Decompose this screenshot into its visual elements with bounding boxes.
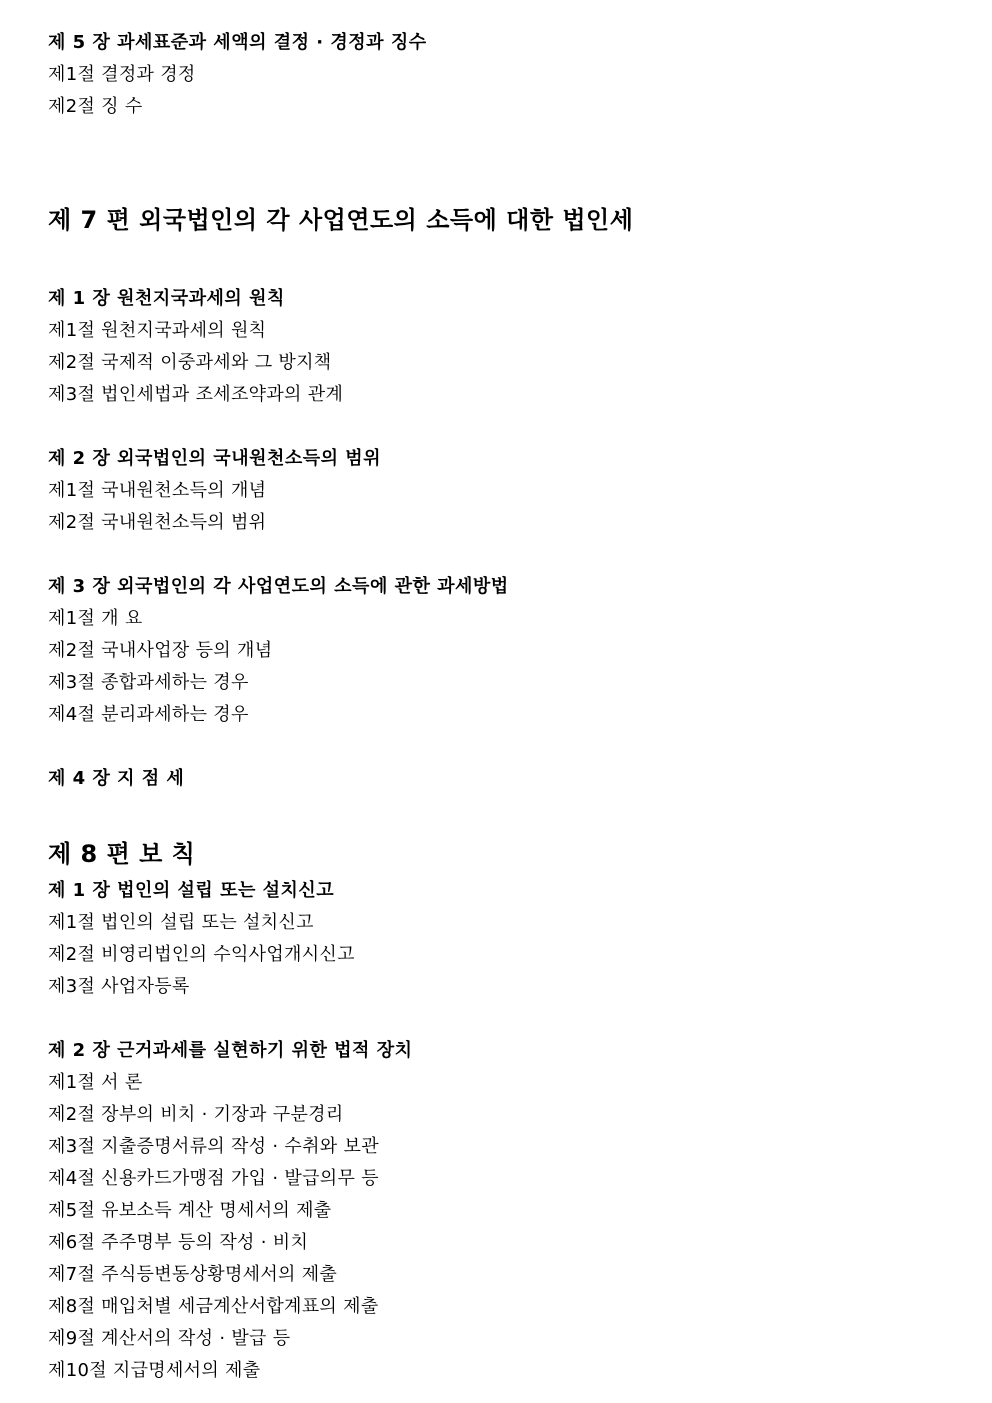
section-entry: 제3절 지출증명서류의 작성 · 수취와 보관	[48, 1136, 379, 1157]
chapter-heading: 제 2 장 외국법인의 국내원천소득의 범위	[48, 448, 382, 469]
part-heading: 제 8 편 보 칙	[48, 840, 196, 868]
section-entry: 제1절 개 요	[48, 608, 143, 629]
chapter-heading: 제 1 장 원천지국과세의 원칙	[48, 288, 285, 309]
section-entry: 제9절 계산서의 작성 · 발급 등	[48, 1328, 291, 1349]
section-entry: 제3절 법인세법과 조세조약과의 관계	[48, 384, 344, 405]
section-entry: 제2절 징 수	[48, 96, 143, 117]
section-entry: 제1절 결정과 경정	[48, 64, 196, 85]
section-entry: 제1절 법인의 설립 또는 설치신고	[48, 912, 314, 933]
section-entry: 제2절 국제적 이중과세와 그 방지책	[48, 352, 332, 373]
part-heading: 제 7 편 외국법인의 각 사업연도의 소득에 대한 법인세	[48, 206, 634, 234]
chapter-heading: 제 2 장 근거과세를 실현하기 위한 법적 장치	[48, 1040, 413, 1061]
section-entry: 제5절 유보소득 계산 명세서의 제출	[48, 1200, 332, 1221]
section-entry: 제4절 분리과세하는 경우	[48, 704, 249, 725]
chapter-heading: 제 5 장 과세표준과 세액의 결정 · 경정과 징수	[48, 32, 427, 53]
chapter-heading: 제 3 장 외국법인의 각 사업연도의 소득에 관한 과세방법	[48, 576, 509, 597]
section-entry: 제1절 원천지국과세의 원칙	[48, 320, 267, 341]
section-entry: 제1절 서 론	[48, 1072, 143, 1093]
section-entry: 제10절 지급명세서의 제출	[48, 1360, 261, 1381]
section-entry: 제6절 주주명부 등의 작성 · 비치	[48, 1232, 309, 1253]
section-entry: 제1절 국내원천소득의 개념	[48, 480, 267, 501]
chapter-heading: 제 4 장 지 점 세	[48, 768, 185, 789]
section-entry: 제4절 신용카드가맹점 가입 · 발급의무 등	[48, 1168, 379, 1189]
section-entry: 제2절 국내원천소득의 범위	[48, 512, 267, 533]
section-entry: 제2절 비영리법인의 수익사업개시신고	[48, 944, 355, 965]
section-entry: 제8절 매입처별 세금계산서합계표의 제출	[48, 1296, 379, 1317]
section-entry: 제7절 주식등변동상황명세서의 제출	[48, 1264, 338, 1285]
chapter-heading: 제 1 장 법인의 설립 또는 설치신고	[48, 880, 335, 901]
section-entry: 제2절 국내사업장 등의 개념	[48, 640, 273, 661]
section-entry: 제3절 사업자등록	[48, 976, 190, 997]
section-entry: 제3절 종합과세하는 경우	[48, 672, 249, 693]
section-entry: 제2절 장부의 비치 · 기장과 구분경리	[48, 1104, 344, 1125]
